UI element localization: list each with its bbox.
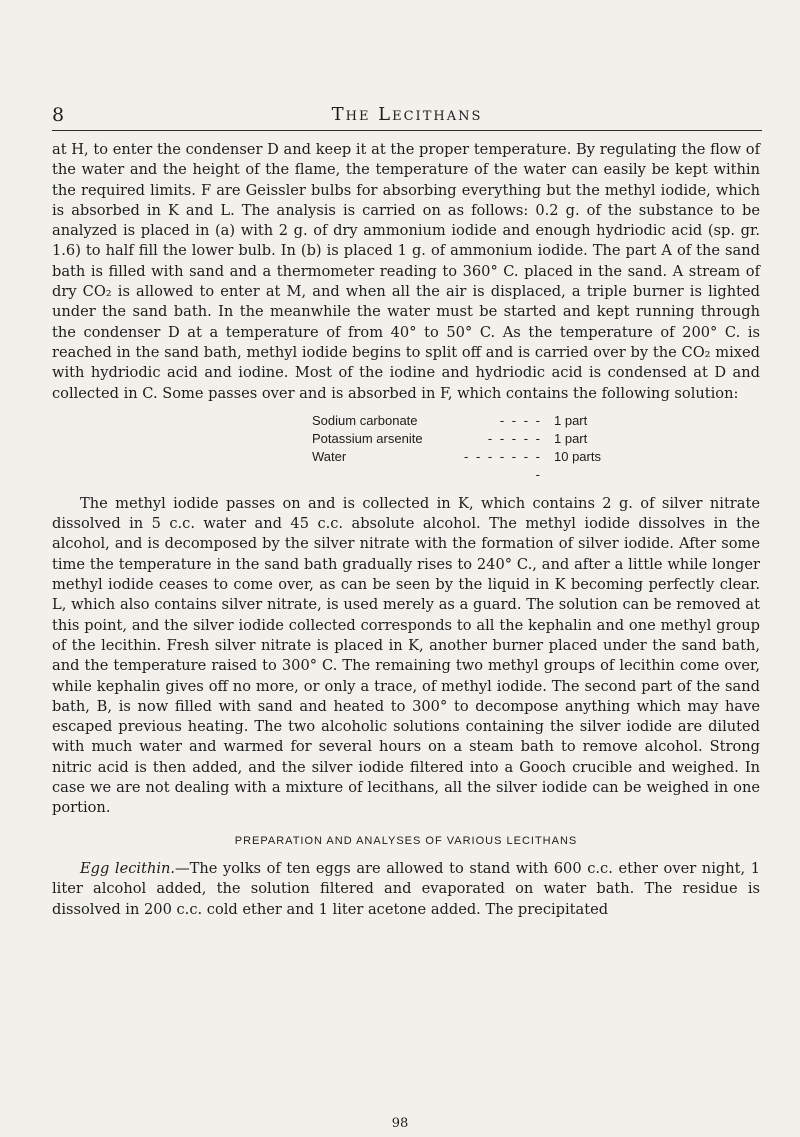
recipe-leader: - - - - xyxy=(499,412,542,428)
egg-lecithin-label: Egg lecithin. xyxy=(80,859,176,877)
folio-number: 98 xyxy=(391,1116,409,1131)
recipe-row xyxy=(312,430,642,448)
page-body xyxy=(52,140,760,920)
recipe-leader: - - - - - - - - xyxy=(464,448,542,482)
recipe-leader: - - - - - xyxy=(487,430,542,446)
recipe-row xyxy=(312,448,642,484)
recipe-ingredient: Sodium carbonate xyxy=(312,412,418,428)
running-title: The Lecithans xyxy=(331,104,483,125)
recipe-ingredient: Water xyxy=(312,448,347,464)
section-heading: PREPARATION AND ANALYSES OF VARIOUS LECITHANS xyxy=(234,834,578,847)
egg-lecithin-text: —The yolks of ten eggs are allowed to stand with 600 c.c. ether over night, 1 liter alcohol added, the solution filtered and evaporated on water bath. The residue is dissolved in 200 c.c. cold ether and 1 liter acetone added. The precipitated xyxy=(52,859,760,918)
recipe-ingredient: Potassium arsenite xyxy=(312,430,423,446)
recipe-row xyxy=(312,412,642,430)
paragraph-methyl-iodide: The methyl iodide passes on and is collected in K, which contains 2 g. of silver nitrate dissolved in 5 c.c. water and 45 c.c. absolute alcohol. The methyl iodide dissolves in the alcohol, and is decomposed by the silver nitrate with the formation of silver iodide. After some time the temperature in the sand bath gradually rises to 240° C., and after a little while longer methyl iodide ceases to come over, as can be seen by the liquid in K becoming perfectly clear. L, which also contains silver nitrate, is used merely as a guard. The solution can be removed at this point, and the silver iodide collected corresponds to all the kephalin and one methyl group of the lecithin. Fresh silver nitrate is placed in K, another burner placed under the sand bath, and the temperature raised to 300° C. The remaining two methyl groups of lecithin come over, while kephalin gives off no more, or only a trace, of methyl iodide. The second part of the sand bath, B, is now filled with sand and heated to 300° to decompose anything which may have escaped previous heating. The two alcoholic solutions containing the silver iodide are diluted with much water and warmed for several hours on a steam bath to remove alcohol. Strong nitric acid is then added, and the silver iodide filtered into a Gooch crucible and weighed. In case we are not dealing with a mixture of lecithans, all the silver iodide can be weighed in one portion. xyxy=(52,494,760,817)
running-header xyxy=(52,104,762,131)
paragraph-egg-lecithin xyxy=(52,859,760,920)
recipe-quantity: 10 parts xyxy=(554,448,601,464)
page-number: 8 xyxy=(52,104,65,126)
solution-recipe xyxy=(312,412,642,484)
recipe-quantity: 1 part xyxy=(554,430,588,446)
recipe-quantity: 1 part xyxy=(554,412,588,428)
paragraph-analysis-procedure: at H, to enter the condenser D and keep it at the proper temperature. By regulating the flow of the water and the height of the flame, the temperature of the water can easily be kept within the required limits. F are Geissler bulbs for absorbing everything but the methyl iodide, which is absorbed in K and L. The analysis is carried on as follows: 0.2 g. of the substance to be analyzed is placed in (a) with 2 g. of dry ammonium iodide and enough hydriodic acid (sp. gr. 1.6) to half fill the lower bulb. In (b) is placed 1 g. of ammonium iodide. The part A of the sand bath is filled with sand and a thermometer reading to 360° C. placed in the sand. A stream of dry CO₂ is allowed to enter at M, and when all the air is displaced, a triple burner is lighted under the sand bath. In the meanwhile the water must be started and kept running through the condenser D at a temperature of from 40° to 50° C. As the temperature of 200° C. is reached in the sand bath, methyl iodide begins to split off and is carried over by the CO₂ mixed with hydriodic acid and iodine. Most of the iodine and hydriodic acid is condensed at D and collected in C. Some passes over and is absorbed in F, which contains the following solution: xyxy=(52,141,760,402)
